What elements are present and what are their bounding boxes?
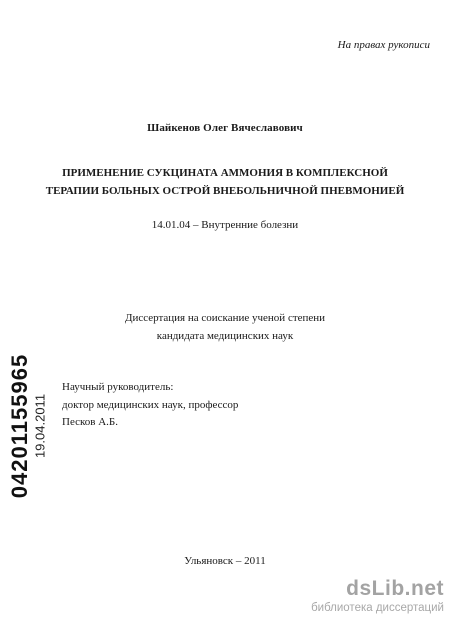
degree-statement xyxy=(0,309,450,345)
supervisor-label: Научный руководитель: xyxy=(62,381,174,393)
watermark xyxy=(244,577,444,615)
author-name: Шайкенов Олег Вячеславович xyxy=(147,122,303,134)
watermark-logo: dsLib.net xyxy=(346,577,444,600)
degree-line: кандидата медицинских наук xyxy=(156,330,294,342)
supervisor-title: доктор медицинских наук, профессор xyxy=(62,398,239,411)
manuscript-note: На правах рукописи xyxy=(337,39,430,51)
degree-line: Диссертация на соискание ученой степени xyxy=(124,312,326,324)
city-year: Ульяновск – 2011 xyxy=(184,555,266,567)
title-line: ТЕРАПИИ БОЛЬНЫХ ОСТРОЙ ВНЕБОЛЬНИЧНОЙ ПНЕВМОНИЕЙ xyxy=(45,185,405,197)
registration-stamp xyxy=(2,353,50,499)
watermark-tagline: библиотека диссертаций xyxy=(311,602,444,614)
specialty-code: 14.01.04 – Внутренние болезни xyxy=(151,219,299,231)
supervisor-block xyxy=(62,379,238,432)
supervisor-name: Песков А.Б. xyxy=(62,416,118,428)
dissertation-title xyxy=(0,164,450,200)
stamp-date: 19.04.2011 xyxy=(32,393,48,459)
stamp-number: 04201155965 xyxy=(7,353,32,499)
title-line: ПРИМЕНЕНИЕ СУКЦИНАТА АММОНИЯ В КОМПЛЕКСНОЙ xyxy=(62,167,388,179)
